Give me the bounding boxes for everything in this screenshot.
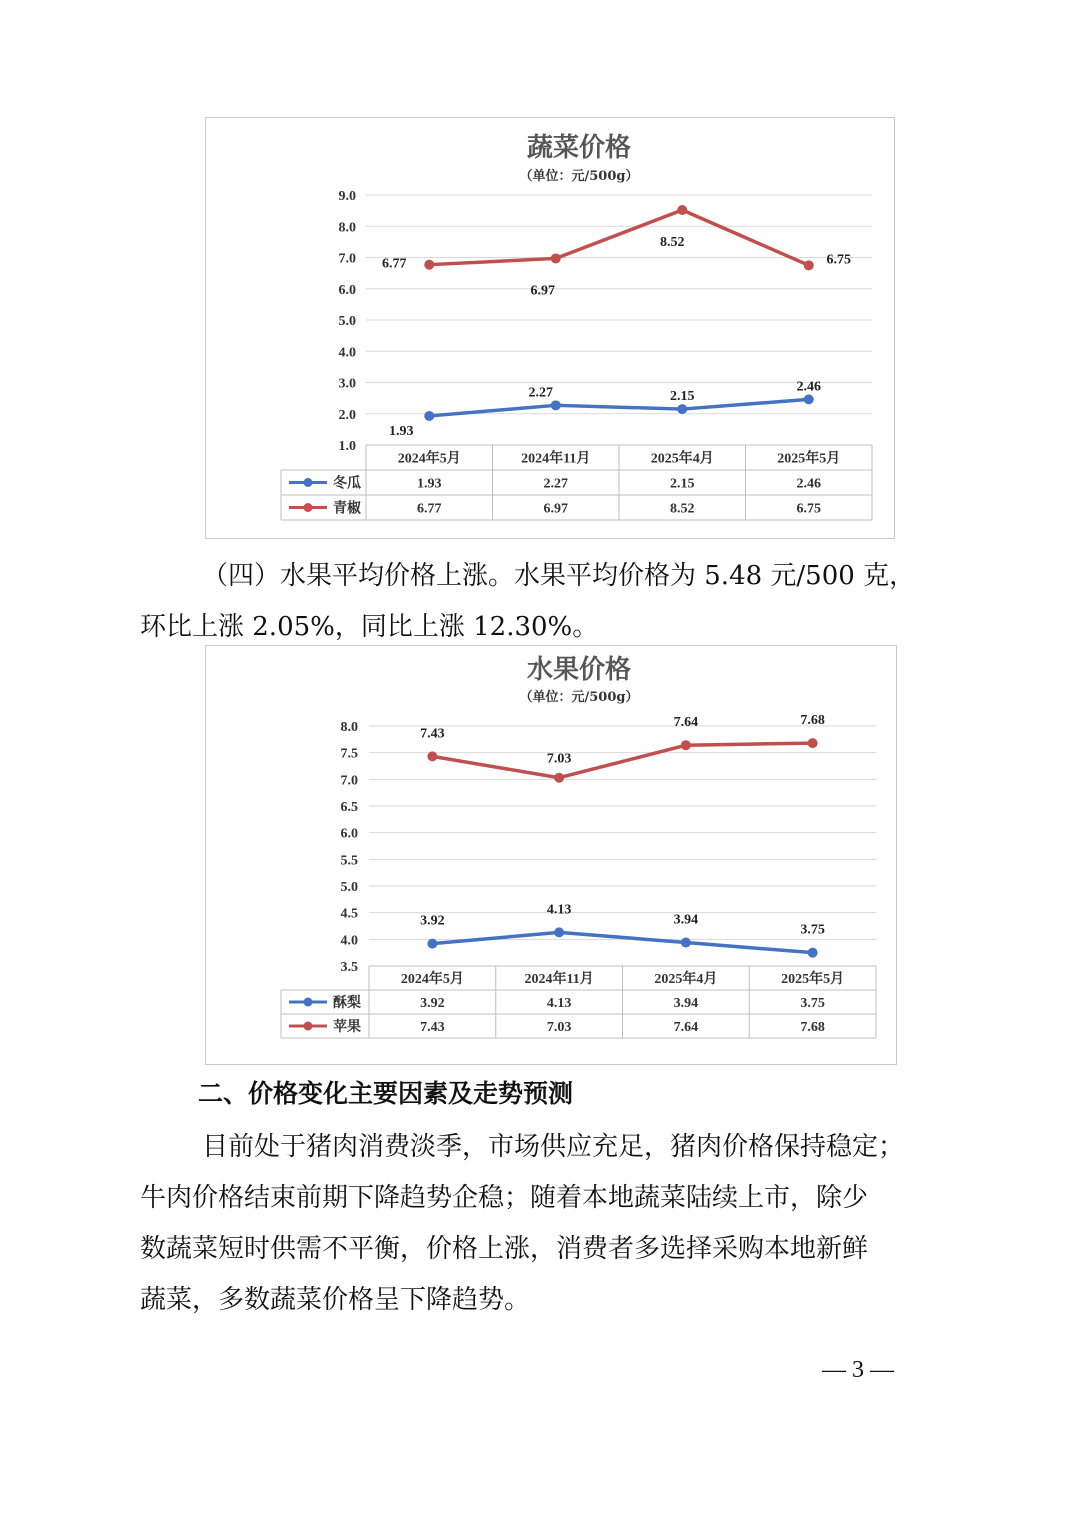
table-cell-value: 7.43 (420, 1020, 445, 1035)
chart-title: 蔬菜价格 (526, 133, 632, 163)
data-label: 7.68 (800, 713, 825, 729)
y-tick-label: 4.5 (340, 906, 358, 922)
legend-label: 冬瓜 (333, 476, 361, 492)
y-tick-label: 6.0 (340, 826, 358, 842)
data-label: 4.13 (546, 902, 572, 918)
table-cell-value: 3.75 (800, 996, 825, 1011)
data-point (554, 927, 564, 937)
y-tick-label: 6.5 (340, 800, 358, 815)
vegetable-price-chart (205, 117, 895, 539)
y-tick-label: 4.0 (338, 345, 356, 361)
y-tick-label: 2.0 (338, 407, 356, 423)
x-category-label: 2025年5月 (781, 972, 845, 987)
legend-label: 苹果 (333, 1020, 361, 1035)
x-category-label: 2024年5月 (397, 451, 461, 467)
legend-label: 酥梨 (333, 996, 361, 1011)
y-tick-label: 1.0 (338, 439, 356, 454)
data-label: 2.27 (528, 385, 553, 401)
analysis-line1: 目前处于猪肉消费淡季，市场供应充足，猪肉价格保持稳定； (202, 1132, 905, 1162)
data-point (804, 394, 814, 404)
data-label: 1.93 (389, 423, 414, 439)
data-label: 6.75 (826, 252, 851, 268)
table-cell-value: 2.15 (670, 476, 695, 492)
x-category-label: 2024年11月 (521, 451, 591, 467)
table-cell-value: 7.64 (673, 1020, 699, 1035)
y-tick-label: 4.0 (340, 933, 358, 949)
table-cell-value: 4.13 (546, 996, 572, 1011)
table-cell-value: 3.94 (673, 996, 699, 1011)
y-tick-label: 5.5 (340, 853, 358, 869)
chart-title: 水果价格 (526, 655, 632, 685)
y-tick-label: 5.0 (338, 314, 356, 329)
y-tick-label: 5.0 (340, 880, 358, 895)
y-tick-label: 3.5 (340, 960, 358, 975)
data-point (681, 938, 691, 948)
table-cell-value: 6.97 (543, 501, 568, 517)
table-cell-value: 8.52 (670, 501, 695, 517)
data-label: 6.77 (382, 256, 407, 272)
page-number: — 3 — (822, 1357, 894, 1383)
data-label: 7.43 (420, 726, 445, 742)
section-heading: 二、价格变化主要因素及走势预测 (198, 1079, 574, 1108)
x-category-label: 2025年4月 (650, 451, 714, 467)
data-point (551, 253, 561, 263)
analysis-line3: 数蔬菜短时供需不平衡，价格上涨，消费者多选择采购本地新鲜 (140, 1234, 869, 1264)
paragraph-fruit-summary (140, 551, 940, 653)
table-cell-value: 6.77 (417, 501, 442, 517)
data-label: 7.64 (673, 715, 699, 731)
x-category-label: 2024年5月 (400, 972, 464, 987)
data-label: 2.15 (670, 389, 695, 405)
series-line (432, 743, 812, 778)
data-label: 6.97 (530, 283, 555, 299)
legend-swatch-marker (304, 1022, 313, 1031)
data-label: 3.92 (420, 913, 445, 929)
data-point (808, 948, 818, 958)
y-tick-label: 7.5 (340, 746, 358, 762)
data-point (554, 773, 564, 783)
y-tick-label: 7.0 (338, 251, 356, 267)
table-cell-value: 6.75 (796, 501, 821, 517)
table-cell-value: 3.92 (420, 996, 445, 1011)
data-label: 3.75 (800, 922, 825, 938)
data-point (681, 740, 691, 750)
table-cell-value: 1.93 (417, 476, 442, 492)
y-tick-label: 7.0 (340, 773, 358, 789)
fruit-price-chart (205, 645, 897, 1065)
fruit-summary-line1: （四）水果平均价格上涨。水果平均价格为 5.48 元/500 克， (202, 561, 916, 591)
data-point (677, 205, 687, 215)
fruit-summary-line2: 环比上涨 2.05%，同比上涨 12.30%。 (140, 612, 599, 642)
data-label: 7.03 (546, 751, 572, 767)
chart-subtitle: （单位：元/500g） (519, 169, 639, 184)
data-point (424, 260, 434, 270)
y-tick-label: 6.0 (338, 282, 356, 298)
y-tick-label: 8.0 (340, 720, 358, 735)
data-point (427, 751, 437, 761)
chart-subtitle: （单位：元/500g） (519, 690, 639, 705)
data-label: 3.94 (673, 912, 699, 928)
x-category-label: 2025年4月 (654, 972, 718, 987)
table-cell-value: 7.68 (800, 1020, 825, 1035)
vegetable-price-chart-svg (206, 118, 894, 538)
legend-label: 青椒 (333, 501, 361, 517)
data-label: 8.52 (660, 235, 685, 250)
data-point (551, 400, 561, 410)
series-line (432, 932, 812, 952)
analysis-line4: 蔬菜，多数蔬菜价格呈下降趋势。 (140, 1285, 531, 1315)
paragraph-analysis (140, 1122, 940, 1326)
x-category-label: 2025年5月 (777, 451, 841, 467)
table-cell-value: 7.03 (546, 1020, 572, 1035)
legend-swatch-marker (304, 478, 313, 487)
legend-swatch-marker (304, 503, 313, 512)
y-tick-label: 9.0 (338, 189, 356, 204)
fruit-price-chart-svg (206, 646, 896, 1064)
data-point (808, 738, 818, 748)
data-point (804, 260, 814, 270)
analysis-line2: 牛肉价格结束前期下降趋势企稳；随着本地蔬菜陆续上市，除少 (140, 1183, 869, 1213)
table-cell-value: 2.46 (796, 476, 821, 492)
data-point (427, 939, 437, 949)
data-point (424, 411, 434, 421)
x-category-label: 2024年11月 (524, 972, 594, 987)
legend-swatch-marker (304, 998, 313, 1007)
data-point (677, 404, 687, 414)
data-label: 2.46 (796, 379, 821, 395)
y-tick-label: 8.0 (338, 220, 356, 236)
table-cell-value: 2.27 (543, 476, 568, 492)
y-tick-label: 3.0 (338, 376, 356, 392)
